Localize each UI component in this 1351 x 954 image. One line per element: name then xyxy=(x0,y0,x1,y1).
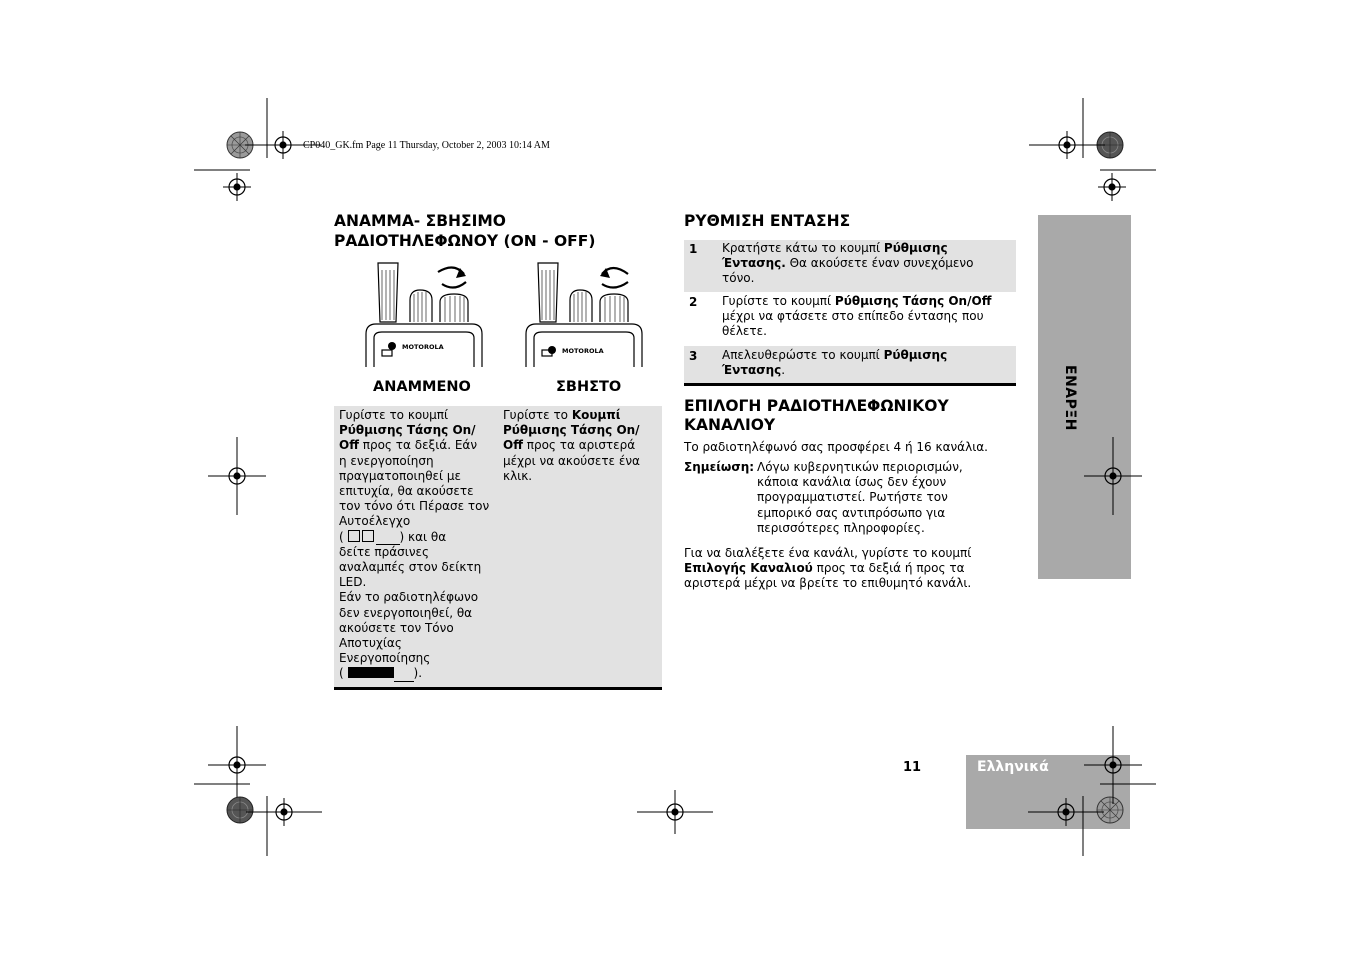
step-2-number: 2 xyxy=(689,295,698,309)
step-3-text: Απελευθερώστε το κουμπί Ρύθμισης Έντασης. xyxy=(722,348,948,378)
fail-tone-icon xyxy=(348,666,414,680)
table-bottom-rule xyxy=(334,687,662,690)
section-side-tab xyxy=(1038,215,1131,579)
radio-on-illustration xyxy=(360,260,490,368)
language-label: Ελληνικά xyxy=(977,759,1049,775)
section-side-label: ΕΝΑΡΞΗ xyxy=(1062,365,1078,431)
note-label: Σημείωση: xyxy=(684,460,755,474)
brand-logo-off: MOTOROLA xyxy=(562,347,604,355)
channels-text: Το ραδιοτηλέφωνό σας προσφέρει 4 ή 16 κανάλια. xyxy=(684,440,988,454)
step-3-number: 3 xyxy=(689,349,698,363)
steps-bottom-rule xyxy=(684,383,1016,386)
off-instructions: Γυρίστε το Κουμπί Ρύθμισης Τάσης On/ Off προς τα αριστερά μέχρι να ακούσετε ένα κλικ. xyxy=(503,408,640,483)
caption-on: ΑΝΑΜΜΕΝΟ xyxy=(373,379,471,395)
note-text: Λόγω κυβερνητικών περιορισμών, κάποια κανάλια ίσως δεν έχουν προγραμματιστεί. Ρωτήστε τον εμπορικό σας αντιπρόσωπο για περισσότερες πληροφορίες. xyxy=(757,460,963,535)
power-title-line1: ΑΝΑΜΜΑ- ΣΒΗΣΙΜΟ xyxy=(334,212,506,230)
step-1-number: 1 xyxy=(689,242,698,256)
volume-title: ΡΥΘΜΙΣΗ ΕΝΤΑΣΗΣ xyxy=(684,212,851,230)
page-number: 11 xyxy=(903,760,922,775)
file-header: CP040_GK.fm Page 11 Thursday, October 2, 2003 10:14 AM xyxy=(303,140,550,151)
self-test-tone-icon xyxy=(348,530,400,544)
step-2-text: Γυρίστε το κουμπί Ρύθμισης Τάσης On/Off μέχρι να φτάσετε στο επίπεδο έντασης που θέλετε. xyxy=(722,294,992,339)
channel-select-text: Για να διαλέξετε ένα κανάλι, γυρίστε το κουμπί Επιλογής Καναλιού προς τα δεξιά ή προς τα αριστερά μέχρι να βρείτε το επιθυμητό κανάλι. xyxy=(684,546,972,591)
radio-off-illustration xyxy=(520,260,650,368)
channel-title-line1: ΕΠΙΛΟΓΗ ΡΑΔΙΟΤΗΛΕΦΩΝΙΚΟΥ xyxy=(684,397,949,415)
caption-off: ΣΒΗΣΤΟ xyxy=(556,379,622,395)
step-1-text: Κρατήστε κάτω το κουμπί Ρύθμισης Έντασης. Θα ακούσετε έναν συνεχόμενο τόνο. xyxy=(722,241,974,286)
channel-title-line2: ΚΑΝΑΛΙΟΥ xyxy=(684,416,776,434)
power-title-line2: ΡΑΔΙΟΤΗΛΕΦΩΝΟΥ (ON - OFF) xyxy=(334,232,596,250)
on-instructions: Γυρίστε το κουμπί Ρύθμισης Τάσης On/ Off προς τα δεξιά. Εάν η ενεργοποίηση πραγματοποιηθεί με επιτυχία, θα ακούσετε τον τόνο ότι Πέρασε τον Αυτοέλεγχο ( ) και θα δείτε πράσινες αναλαμπές στον δείκτη LED. Εάν το ραδιοτηλέφωνο δεν ενεργοποιηθεί, θα ακούσετε τον Τόνο Αποτυχίας Ενεργοποίησης ( ). xyxy=(339,408,490,681)
brand-logo-on: MOTOROLA xyxy=(402,343,444,351)
